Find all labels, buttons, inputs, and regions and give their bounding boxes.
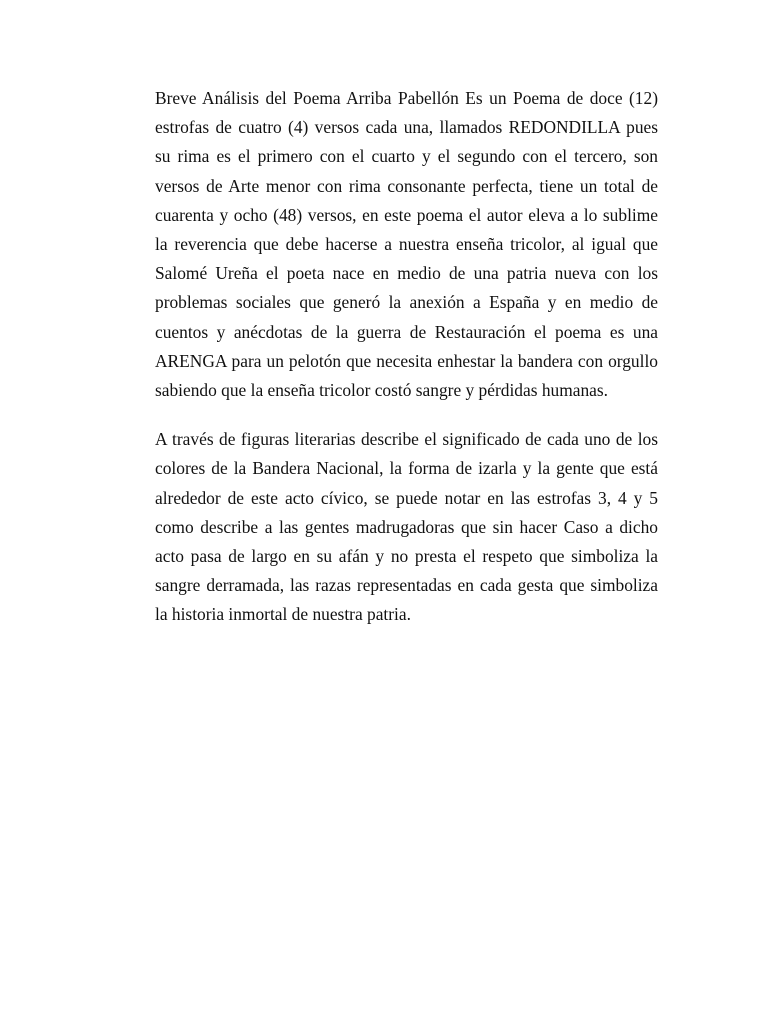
document-body: [155, 84, 658, 630]
paragraph-analysis: Breve Análisis del Poema Arriba Pabellón Es un Poema de doce (12) estrofas de cuatro (4) versos cada una, llamados REDONDILLA pues su rima es el primero con el cuarto y el segundo con el tercero, son versos de Arte menor con rima consonante perfecta, tiene un total de cuarenta y ocho (48) versos, en este poema el autor eleva a lo sublime la reverencia que debe hacerse a nuestra enseña tricolor, al igual que Salomé Ureña el poeta nace en medio de una patria nueva con los problemas sociales que generó la anexión a España y en medio de cuentos y anécdotas de la guerra de Restauración el poema es una ARENGA para un pelotón que necesita enhestar la bandera con orgullo sabiendo que la enseña tricolor costó sangre y pérdidas humanas.: [155, 88, 658, 401]
paragraph-colors: A través de figuras literarias describe el significado de cada uno de los colores de la Bandera Nacional, la forma de izarla y la gente que está alrededor de este acto cívico, se puede notar en las estrofas 3, 4 y 5 como describe a las gentes madrugadoras que sin hacer Caso a dicho acto pasa de largo en su afán y no presta el respeto que simboliza la sangre derramada, las razas representadas en cada gesta que simboliza la historia inmortal de nuestra patria.: [155, 429, 658, 625]
